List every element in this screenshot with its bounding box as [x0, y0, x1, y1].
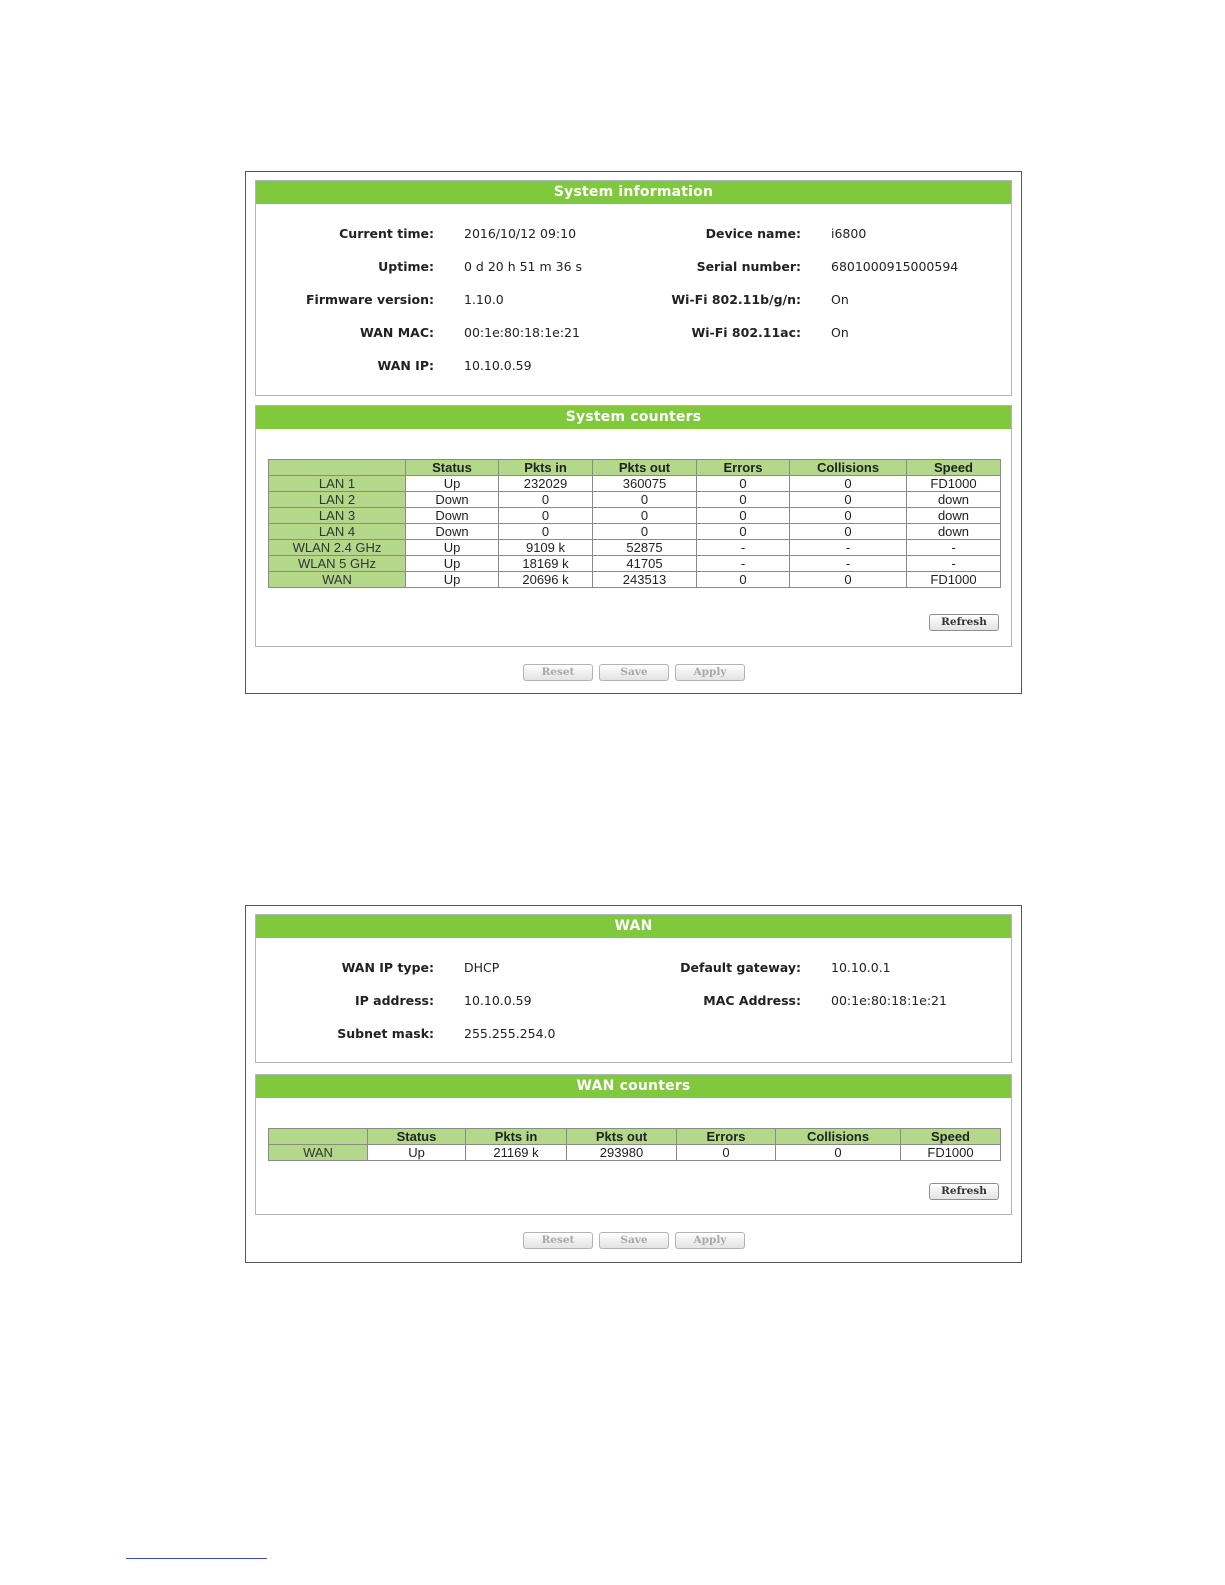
table-cell: 0 [593, 524, 697, 540]
system-counters-header: System counters [256, 406, 1011, 429]
info-value: 2016/10/12 09:10 [464, 226, 577, 241]
column-header: Errors [697, 460, 790, 476]
column-header: Status [368, 1129, 466, 1145]
column-header: Speed [901, 1129, 1001, 1145]
table-cell: 0 [697, 476, 790, 492]
column-header: Pkts out [567, 1129, 677, 1145]
info-row [256, 323, 1013, 343]
table-cell: 0 [697, 492, 790, 508]
wan-status-panel [245, 905, 1022, 1263]
info-row [256, 1024, 1013, 1044]
table-cell: 0 [790, 524, 907, 540]
column-header: Collisions [790, 460, 907, 476]
refresh-button[interactable]: Refresh [929, 1183, 999, 1200]
refresh-button[interactable]: Refresh [929, 614, 999, 631]
row-header-cell: WAN [269, 572, 406, 588]
table-cell: 20696 k [499, 572, 593, 588]
table-cell: 0 [593, 508, 697, 524]
table-cell: 0 [677, 1145, 776, 1161]
table-header-row [269, 1129, 1001, 1145]
save-button[interactable]: Save [599, 1232, 669, 1249]
column-header: Pkts in [499, 460, 593, 476]
table-cell: 0 [790, 476, 907, 492]
reset-button[interactable]: Reset [523, 664, 593, 681]
table-row [269, 556, 1001, 572]
column-header: Errors [677, 1129, 776, 1145]
column-header-blank [269, 460, 406, 476]
info-label: Uptime: [378, 259, 434, 274]
info-row [256, 224, 1013, 244]
info-row [256, 290, 1013, 310]
wan-counters-header: WAN counters [256, 1075, 1011, 1098]
column-header-blank [269, 1129, 368, 1145]
table-cell: 0 [499, 492, 593, 508]
table-cell: FD1000 [907, 572, 1001, 588]
table-cell: 0 [790, 508, 907, 524]
table-cell: 0 [790, 492, 907, 508]
table-row [269, 508, 1001, 524]
table-cell: 0 [697, 524, 790, 540]
column-header: Pkts in [466, 1129, 567, 1145]
info-value: i6800 [831, 226, 867, 241]
info-value: 10.10.0.59 [464, 993, 532, 1008]
info-label: Current time: [339, 226, 434, 241]
info-label: WAN IP: [377, 358, 434, 373]
table-cell: 18169 k [499, 556, 593, 572]
info-row [256, 958, 1013, 978]
table-cell: down [907, 492, 1001, 508]
info-row [256, 257, 1013, 277]
table-cell: Up [406, 540, 499, 556]
row-header-cell: LAN 3 [269, 508, 406, 524]
info-value: 10.10.0.59 [464, 358, 532, 373]
info-value: 0 d 20 h 51 m 36 s [464, 259, 583, 274]
info-label: Wi-Fi 802.11b/g/n: [671, 292, 801, 307]
save-button[interactable]: Save [599, 664, 669, 681]
table-cell: 293980 [567, 1145, 677, 1161]
table-cell: 0 [790, 572, 907, 588]
table-cell: 0 [697, 572, 790, 588]
table-cell: 0 [499, 508, 593, 524]
table-header-row [269, 460, 1001, 476]
info-value: 255.255.254.0 [464, 1026, 556, 1041]
table-cell: 0 [499, 524, 593, 540]
row-header-cell: WLAN 2.4 GHz [269, 540, 406, 556]
table-cell: Up [406, 556, 499, 572]
table-cell: 9109 k [499, 540, 593, 556]
table-cell: down [907, 508, 1001, 524]
info-value: On [831, 292, 849, 307]
row-header-cell: LAN 2 [269, 492, 406, 508]
row-header-cell: WLAN 5 GHz [269, 556, 406, 572]
system-information-header: System information [256, 181, 1011, 204]
table-row [269, 524, 1001, 540]
table-cell: Up [406, 476, 499, 492]
table-cell: - [907, 556, 1001, 572]
system-status-panel [245, 171, 1022, 694]
info-label: WAN MAC: [360, 325, 434, 340]
info-value: 00:1e:80:18:1e:21 [464, 325, 580, 340]
table-cell: - [907, 540, 1001, 556]
info-label: IP address: [354, 993, 434, 1008]
wan-header: WAN [256, 915, 1011, 938]
info-label: Device name: [705, 226, 801, 241]
table-cell: 232029 [499, 476, 593, 492]
table-cell: Down [406, 508, 499, 524]
info-label: Serial number: [696, 259, 801, 274]
column-header: Speed [907, 460, 1001, 476]
info-row [256, 356, 1013, 376]
system-counters-table [268, 459, 1001, 588]
info-label: Wi-Fi 802.11ac: [691, 325, 801, 340]
info-value: On [831, 325, 849, 340]
info-row [256, 991, 1013, 1011]
row-header-cell: LAN 1 [269, 476, 406, 492]
system-information-section [255, 180, 1012, 396]
row-header-cell: LAN 4 [269, 524, 406, 540]
table-cell: FD1000 [907, 476, 1001, 492]
table-cell: - [697, 556, 790, 572]
table-cell: 21169 k [466, 1145, 567, 1161]
table-cell: 243513 [593, 572, 697, 588]
table-cell: Down [406, 524, 499, 540]
table-cell: 52875 [593, 540, 697, 556]
info-label: Subnet mask: [337, 1026, 434, 1041]
table-cell: 0 [697, 508, 790, 524]
table-cell: - [790, 540, 907, 556]
table-cell: 0 [776, 1145, 901, 1161]
column-header: Pkts out [593, 460, 697, 476]
reset-button[interactable]: Reset [523, 1232, 593, 1249]
table-cell: 0 [593, 492, 697, 508]
column-header: Collisions [776, 1129, 901, 1145]
info-value: 10.10.0.1 [831, 960, 891, 975]
table-cell: FD1000 [901, 1145, 1001, 1161]
table-cell: Up [368, 1145, 466, 1161]
info-value: 00:1e:80:18:1e:21 [831, 993, 947, 1008]
info-value: DHCP [464, 960, 500, 975]
apply-button[interactable]: Apply [675, 1232, 745, 1249]
table-cell: 41705 [593, 556, 697, 572]
table-row [269, 572, 1001, 588]
footnote-separator [126, 1558, 267, 1559]
table-row [269, 476, 1001, 492]
table-row [269, 1145, 1001, 1161]
table-row [269, 540, 1001, 556]
wan-counters-table [268, 1128, 1001, 1161]
table-cell: - [790, 556, 907, 572]
column-header: Status [406, 460, 499, 476]
system-counters-section [255, 405, 1012, 647]
info-label: MAC Address: [703, 993, 801, 1008]
info-value: 6801000915000594 [831, 259, 959, 274]
info-label: WAN IP type: [341, 960, 434, 975]
wan-section [255, 914, 1012, 1063]
table-cell: - [697, 540, 790, 556]
table-cell: 360075 [593, 476, 697, 492]
info-label: Firmware version: [306, 292, 434, 307]
table-cell: Down [406, 492, 499, 508]
table-cell: Up [406, 572, 499, 588]
table-row [269, 492, 1001, 508]
wan-counters-section [255, 1074, 1012, 1215]
info-value: 1.10.0 [464, 292, 504, 307]
apply-button[interactable]: Apply [675, 664, 745, 681]
row-header-cell: WAN [269, 1145, 368, 1161]
info-label: Default gateway: [680, 960, 801, 975]
table-cell: down [907, 524, 1001, 540]
